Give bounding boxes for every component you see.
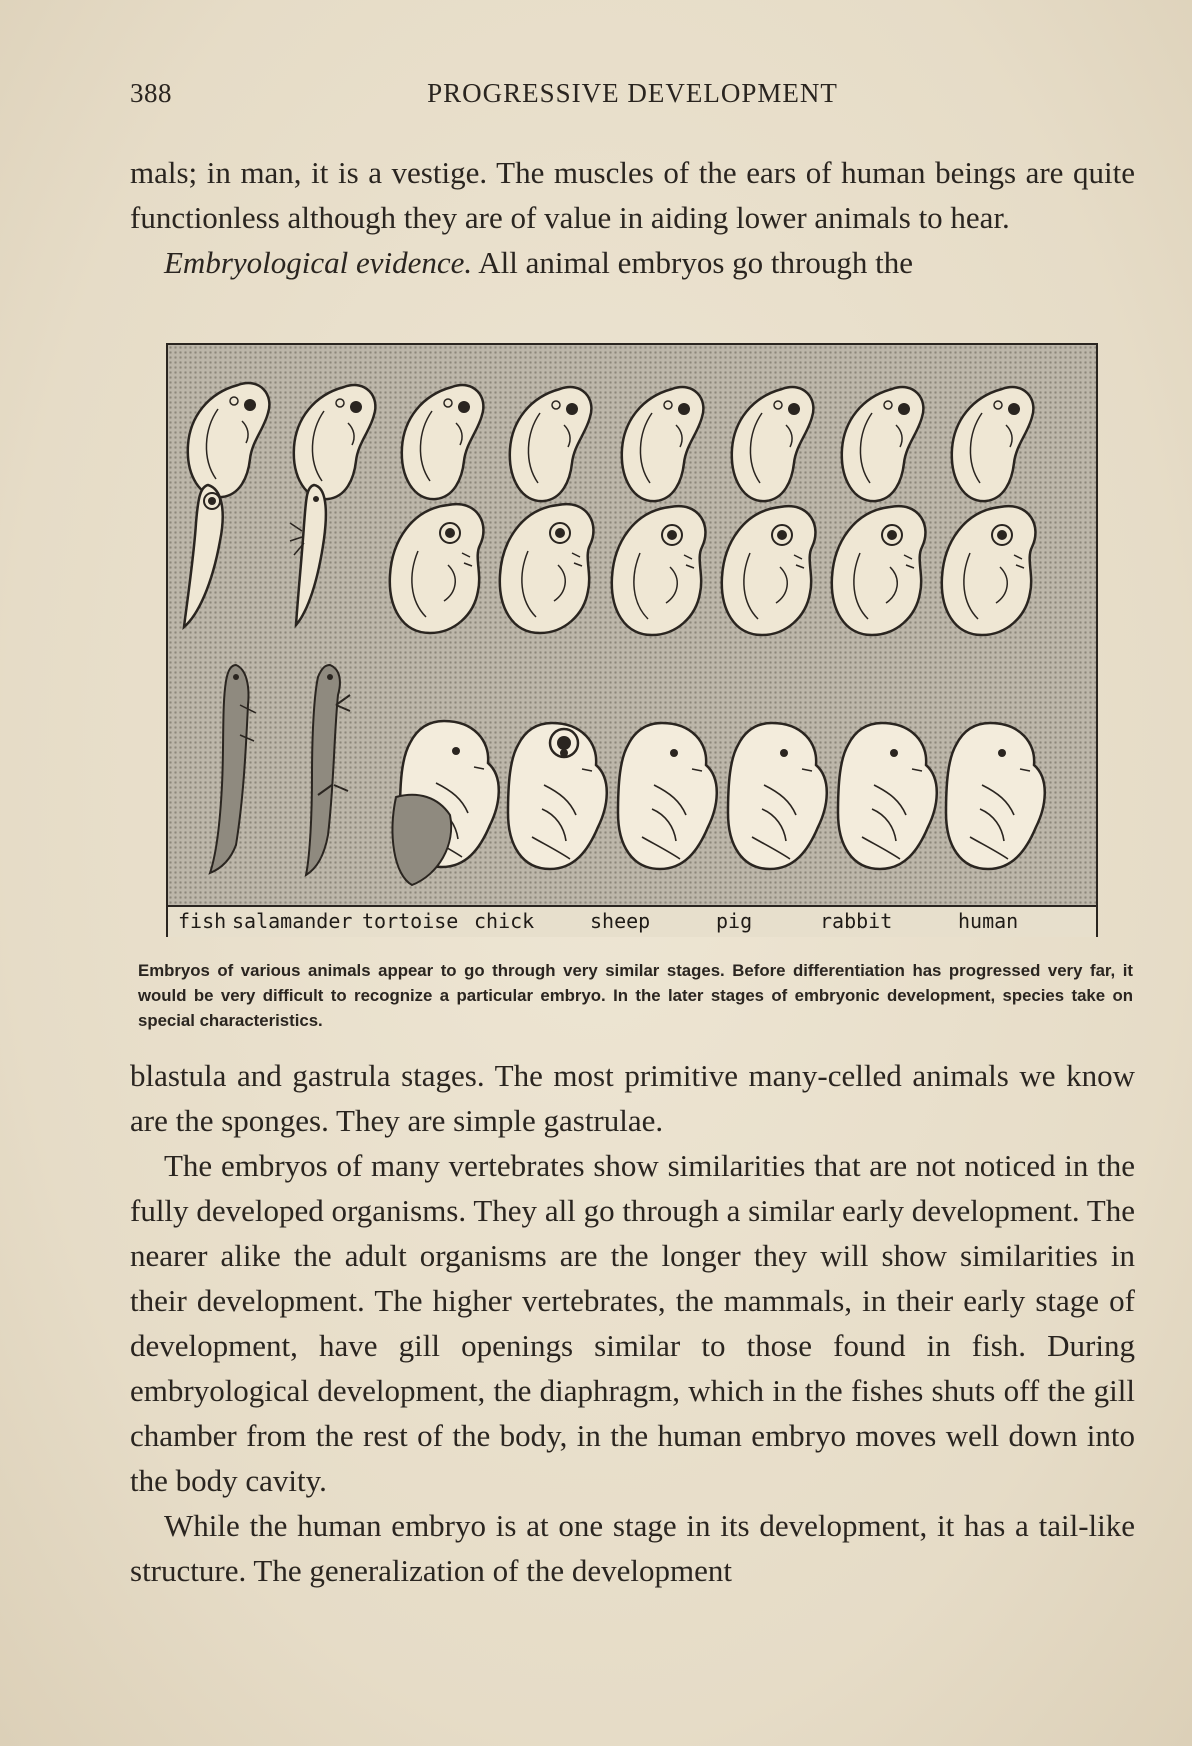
label-chick: chick: [474, 909, 535, 933]
embryo-human-early: [952, 387, 1034, 501]
figure-caption: Embryos of various animals appear to go through very similar stages. Before differentiation has progressed very far, it would be very difficult to recognize a particular embryo. In the later stages of embryonic development, species take on special characteristics.: [138, 961, 1133, 1030]
embryo-chick-early: [510, 387, 592, 501]
running-head: PROGRESSIVE DEVELOPMENT: [427, 78, 838, 108]
paragraph-embryological: [130, 240, 1135, 285]
embryo-salamander-early: [294, 385, 376, 499]
paragraph-embryological-text: All animal embryos go through the: [478, 245, 913, 280]
embryo-sheep-mid: [612, 506, 706, 635]
paragraph-vertebrates: The embryos of many vertebrates show similarities that are not noticed in the fully developed organisms. They all go through a similar early development. The nearer alike the adult organisms are the longer they will show similarities in their development. The higher vertebrates, the mammals, in their early stage of development, have gill openings similar to those found in fish. During embryological development, the diaphragm, which in the fishes shuts off the gill chamber from the rest of the body, in the human embryo moves well down into the body cavity.: [130, 1148, 1135, 1498]
page-number: 388: [130, 78, 172, 108]
paragraph-tail: While the human embryo is at one stage in its development, it has a tail-like structure. The generalization of the development: [130, 1508, 1135, 1588]
label-sheep: sheep: [590, 909, 651, 933]
embryo-human-late: [946, 723, 1045, 869]
embryo-human-mid: [942, 506, 1036, 635]
embryo-rabbit-mid: [832, 506, 926, 635]
embryo-salamander-late: [306, 665, 350, 875]
embryo-tortoise-late: [393, 721, 499, 885]
embryo-chick-mid: [500, 504, 594, 633]
embryo-pig-early: [732, 387, 814, 501]
page-header: [130, 78, 1135, 118]
section-heading-embryological: Embryological evidence.: [164, 245, 473, 280]
embryo-fish-mid: [184, 485, 223, 627]
embryo-salamander-mid: [290, 485, 326, 625]
embryo-tortoise-mid: [390, 504, 484, 633]
bottom-text: [130, 1053, 1135, 1593]
embryo-fish-late: [210, 665, 256, 873]
label-fish: fish: [178, 909, 227, 933]
label-pig: pig: [716, 909, 753, 933]
embryo-fish-early: [188, 383, 270, 497]
figure-label-strip: [168, 905, 1096, 937]
label-human: human: [958, 909, 1019, 933]
embryo-sheep-early: [622, 387, 704, 501]
paragraph-blastula: blastula and gastrula stages. The most primitive many-celled animals we know are the sponges. They are simple gastrulae.: [130, 1058, 1135, 1138]
label-tortoise: tortoise: [362, 909, 459, 933]
embryo-pig-mid: [722, 506, 816, 635]
embryo-tortoise-early: [402, 385, 484, 499]
label-rabbit: rabbit: [820, 909, 893, 933]
embryo-rabbit-late: [838, 723, 937, 869]
top-text: [130, 150, 1135, 285]
paragraph-continued: mals; in man, it is a vestige. The muscles of the ears of human beings are quite functionless although they are of value in aiding lower animals to hear.: [130, 155, 1135, 235]
label-salamander: salamander: [232, 909, 353, 933]
embryo-sheep-late: [618, 723, 717, 869]
embryo-rabbit-early: [842, 387, 924, 501]
embryo-chick-late: [508, 723, 607, 869]
embryo-pig-late: [728, 723, 827, 869]
embryo-figure: [166, 343, 1098, 937]
embryo-illustration: [168, 345, 1096, 935]
